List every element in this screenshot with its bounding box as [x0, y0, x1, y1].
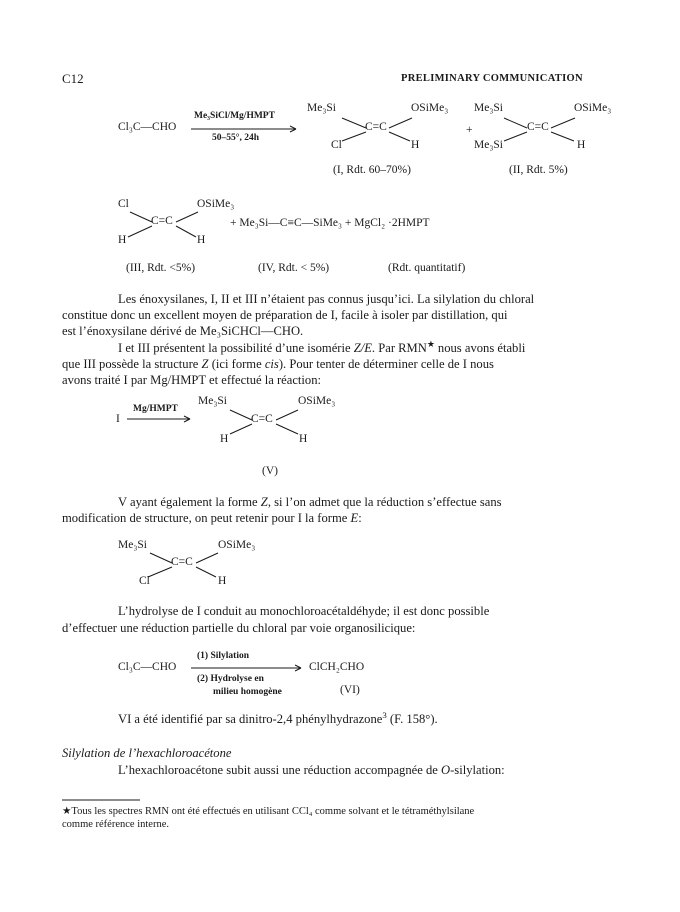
label-iii: (III, Rdt. <5%) — [126, 262, 196, 274]
bond — [342, 118, 366, 128]
bond — [230, 424, 252, 434]
bond — [230, 410, 252, 420]
scheme3-osime3: OSiMe₃ — [298, 395, 336, 407]
reference-marker: 3 — [382, 710, 387, 720]
scheme5-step1: (1) Silylation — [197, 651, 249, 661]
prod1-label: (I, Rdt. 60–70%) — [333, 164, 411, 176]
bond — [504, 118, 527, 128]
scheme5-product: ClCH₂CHO — [309, 661, 365, 673]
section-line1: L’hexachloroacétone subit aussi une réduction accompagnée de O-silylation: — [118, 763, 505, 777]
conditions-label: 50–55°, 24h — [212, 133, 260, 143]
para2-line2: que III possède la structure Z (ici forme cis). Pour tenter de déterminer celle de I nous — [62, 357, 494, 371]
label-rdt-quant: (Rdt. quantitatif) — [388, 262, 466, 274]
footnote-marker: ★ — [426, 339, 435, 349]
para2-line3: avons traité I par Mg/HMPT et effectué la réaction: — [62, 373, 322, 387]
para1-line2: constitue donc un excellent moyen de préparation de I, facile à isoler par distillation, qui — [62, 308, 508, 322]
prod3-h2: H — [197, 234, 206, 246]
prod1-osime3: OSiMe₃ — [411, 102, 449, 114]
prod1-h: H — [411, 139, 420, 151]
bond — [276, 424, 298, 434]
page-number: C12 — [62, 71, 84, 86]
scheme4-double-bond: C=C — [171, 556, 193, 568]
scheme3-reagent: Mg/HMPT — [133, 404, 178, 414]
running-title: PRELIMINARY COMMUNICATION — [401, 73, 583, 84]
prod2-double-bond: C=C — [527, 121, 549, 133]
prod1-cl: Cl — [331, 139, 342, 151]
para1-line3: est l’énoxysilane dérivé de Me₃SiCHCl—CHO. — [62, 324, 304, 338]
footnote-line1: ★Tous les spectres RMN ont été effectués en utilisant CCl₄ comme solvant et le tétraméthylsilane — [62, 806, 475, 817]
section-heading: Silylation de l’hexachloroacétone — [62, 746, 232, 760]
prod3-cl: Cl — [118, 198, 129, 210]
reagents-label: Me₃SiCl/Mg/HMPT — [194, 111, 275, 121]
bond — [130, 212, 152, 222]
para4-line2: d’effectuer une réduction partielle du chloral par voie organosilicique: — [62, 621, 416, 635]
scheme4-me3si: Me₃Si — [118, 539, 147, 551]
bond — [196, 567, 216, 577]
para1-line1: Les énoxysilanes, I, II et III n’étaient pas connus jusqu’ici. La silylation du chloral — [118, 292, 535, 306]
bond — [196, 553, 218, 563]
prod1-me3si: Me₃Si — [307, 102, 336, 114]
reactant-chloral: Cl₃C—CHO — [118, 121, 177, 133]
prod2-me3si-bottom: Me₃Si — [474, 139, 503, 151]
scheme3-me3si: Me₃Si — [198, 395, 227, 407]
bond — [504, 132, 527, 141]
bond — [150, 553, 172, 563]
bond — [148, 567, 172, 577]
bond — [342, 132, 366, 141]
bond — [389, 132, 410, 141]
bond — [128, 226, 152, 237]
bond — [551, 118, 575, 128]
prod3-h1: H — [118, 234, 127, 246]
bond — [551, 132, 574, 141]
scheme5-reactant: Cl₃C—CHO — [118, 661, 177, 673]
para4-line1: L’hydrolyse de I conduit au monochloroacétaldéhyde; il est donc possible — [118, 604, 490, 618]
scheme3-double-bond: C=C — [251, 413, 273, 425]
prod2-me3si-top: Me₃Si — [474, 102, 503, 114]
scheme5-label: (VI) — [340, 684, 360, 696]
bond — [389, 118, 412, 128]
prod2-h: H — [577, 139, 586, 151]
scheme4-h: H — [218, 575, 227, 587]
prod3-double-bond: C=C — [151, 215, 173, 227]
scheme3-h2: H — [299, 433, 308, 445]
scheme4-cl: Cl — [139, 575, 150, 587]
prod3-osime3: OSiMe₃ — [197, 198, 235, 210]
prod2-osime3: OSiMe₃ — [574, 102, 612, 114]
bond — [276, 410, 298, 420]
footnote-star: ★ — [62, 806, 72, 817]
side-products: + Me₃Si—C≡C—SiMe₃ + MgCl₂ ·2HMPT — [230, 217, 430, 229]
scheme3-h1: H — [220, 433, 229, 445]
scheme5-step2b: milieu homogène — [213, 687, 282, 697]
label-iv: (IV, Rdt. < 5%) — [258, 262, 330, 274]
prod2-label: (II, Rdt. 5%) — [509, 164, 568, 176]
para2-line1: I et III présentent la possibilité d’une isomérie Z/E. Par RMN★ nous avons établi — [118, 339, 526, 355]
bond — [176, 226, 196, 237]
scheme4-osime3: OSiMe₃ — [218, 539, 256, 551]
para3-line2: modification de structure, on peut retenir pour I la forme E: — [62, 511, 362, 525]
scheme3-start: I — [116, 413, 120, 425]
para3-line1: V ayant également la forme Z, si l’on admet que la réduction s’effectue sans — [118, 495, 502, 509]
prod1-double-bond: C=C — [365, 121, 387, 133]
plus-sign: + — [466, 124, 473, 136]
para5-line: VI a été identifié par sa dinitro-2,4 phénylhydrazone$^3$ (F. 158°). — [118, 710, 438, 726]
footnote-line2: comme référence interne. — [62, 819, 169, 830]
scheme3-label: (V) — [262, 465, 278, 477]
scheme5-step2: (2) Hydrolyse en — [197, 674, 264, 684]
bond — [176, 212, 198, 222]
